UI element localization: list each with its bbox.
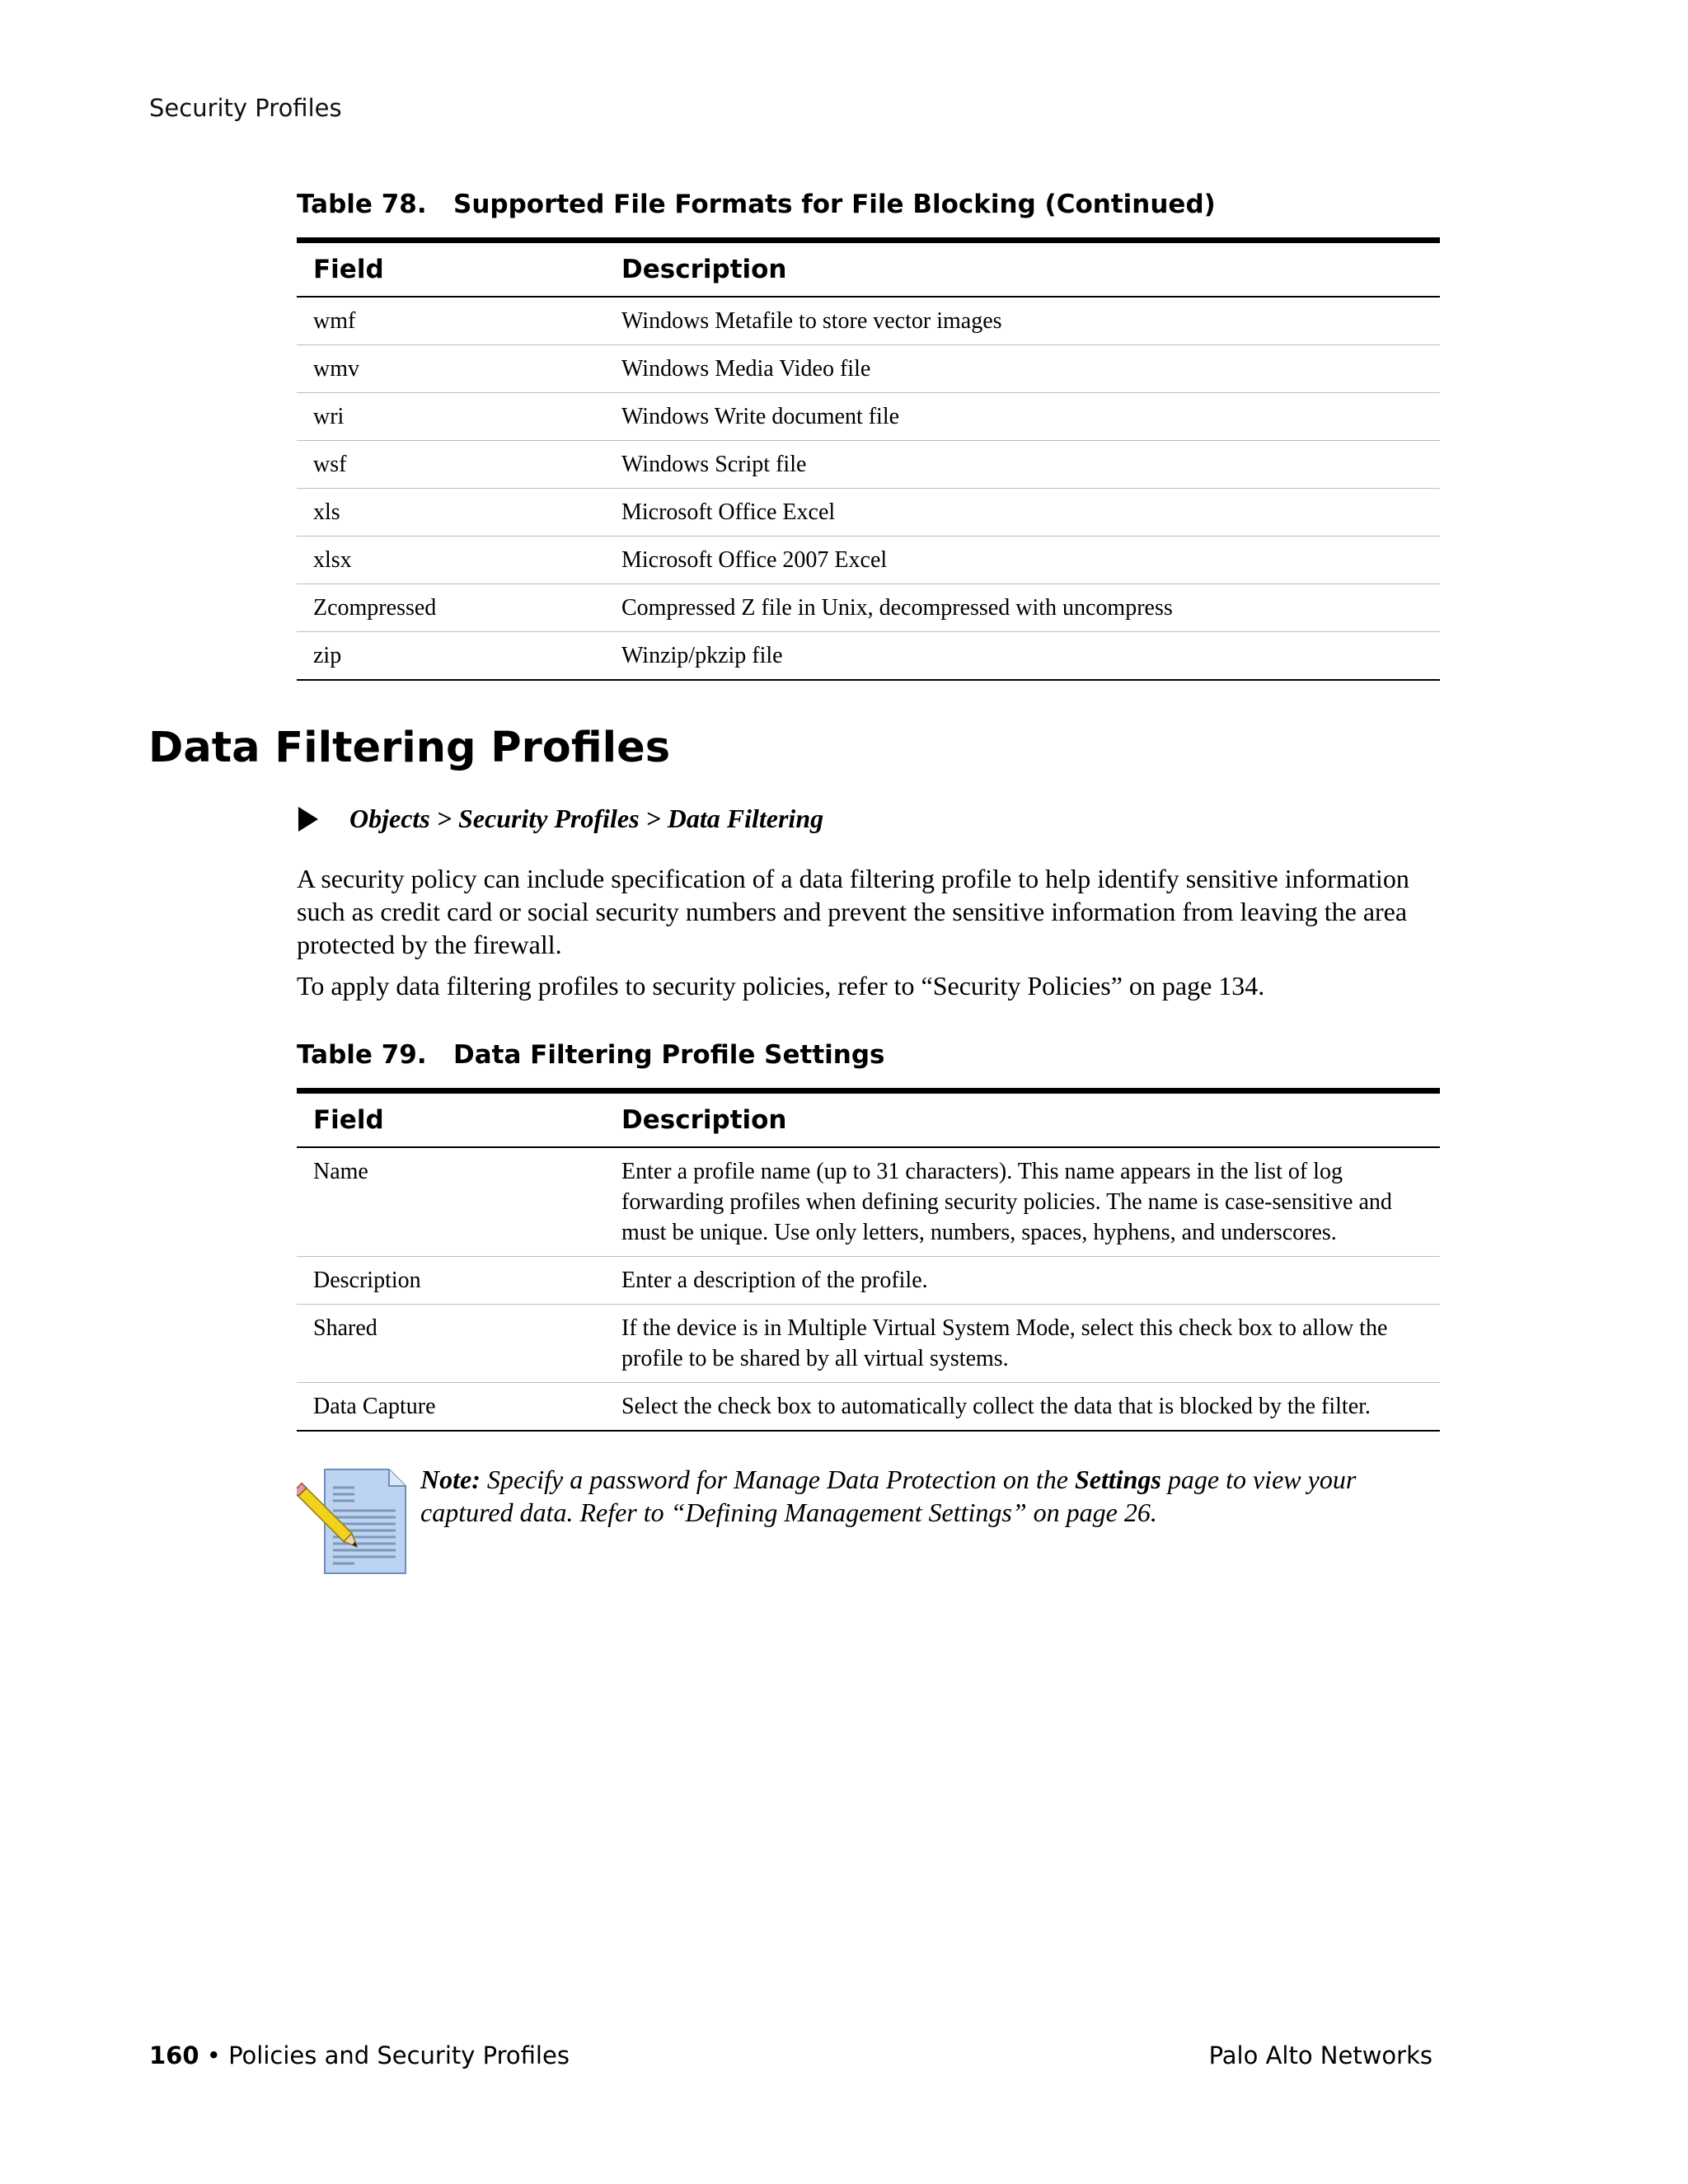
page-footer-left [149,2041,570,2069]
note-text-part: page to view your captured data. Refer to “Defining Management Settings” on page 26. [420,1465,1357,1527]
chapter-title: Policies and Security Profiles [228,2041,570,2069]
triangle-right-icon [298,807,318,832]
note-document-pencil-icon [297,1463,412,1578]
intro-paragraph: A security policy can include specification of a data filtering profile to help identify sensitive information such as credit card or social security numbers and prevent the sensitive information from leaving the area protected by the firewall. [297,864,1409,959]
description-cell: Select the check box to automatically collect the data that is blocked by the filter. [605,1383,1440,1432]
column-header-field: Field [297,1091,605,1148]
navigation-path-text: Objects > Security Profiles > Data Filtering [349,804,824,833]
description-cell: If the device is in Multiple Virtual System Mode, select this check box to allow the profile to be shared by all virtual systems. [605,1305,1440,1383]
file-formats-table [297,237,1440,681]
description-cell: Microsoft Office 2007 Excel [605,537,1440,584]
description-cell: Windows Write document file [605,393,1440,441]
table-row [297,1257,1440,1305]
table-header-row [297,241,1440,298]
table-row [297,297,1440,345]
table-row [297,345,1440,393]
column-header-description: Description [605,241,1440,298]
table-row [297,1147,1440,1257]
field-cell: Data Capture [297,1383,605,1432]
table-row [297,632,1440,681]
note-label: Note: [420,1465,481,1494]
section-title: Data Filtering Profiles [148,724,671,772]
field-cell: Description [297,1257,605,1305]
navigation-path [298,804,823,834]
description-cell: Enter a description of the profile. [605,1257,1440,1305]
table-header-row [297,1091,1440,1148]
description-cell: Microsoft Office Excel [605,489,1440,537]
field-cell: xlsx [297,537,605,584]
field-cell: wri [297,393,605,441]
description-cell: Winzip/pkzip file [605,632,1440,681]
description-cell: Windows Script file [605,441,1440,489]
column-header-field: Field [297,241,605,298]
field-cell: Name [297,1147,605,1257]
note-callout [297,1463,1451,1578]
table-row [297,584,1440,632]
table-row [297,537,1440,584]
field-cell: wmf [297,297,605,345]
description-cell: Compressed Z file in Unix, decompressed with uncompress [605,584,1440,632]
field-cell: wsf [297,441,605,489]
field-cell: zip [297,632,605,681]
table-row [297,489,1440,537]
description-cell: Windows Media Video file [605,345,1440,393]
company-name: Palo Alto Networks [1208,2041,1432,2069]
table-row [297,393,1440,441]
table-79 [297,1040,1440,1432]
description-cell: Windows Metafile to store vector images [605,297,1440,345]
field-cell: Zcompressed [297,584,605,632]
page-number: 160 [149,2041,199,2069]
description-cell: Enter a profile name (up to 31 characters). This name appears in the list of log forwarding profiles when defining security policies. The name is case-sensitive and must be unique. Use only letters, numbers, spaces, hyphens, and underscores. [605,1147,1440,1257]
table-79-caption: Table 79. Data Filtering Profile Settings [297,1040,885,1070]
field-cell: Shared [297,1305,605,1383]
footer-separator: • [199,2041,229,2069]
running-header: Security Profiles [149,94,342,122]
reference-paragraph: To apply data filtering profiles to security policies, refer to “Security Policies” on page 134. [297,971,1265,1001]
note-text-part: Specify a password for Manage Data Protection on the [480,1465,1075,1494]
table-78-caption: Table 78. Supported File Formats for File Blocking (Continued) [297,190,1216,219]
table-row [297,1305,1440,1383]
table-78 [297,190,1440,681]
column-header-description: Description [605,1091,1440,1148]
table-row [297,441,1440,489]
field-cell: wmv [297,345,605,393]
field-cell: xls [297,489,605,537]
data-filtering-settings-table [297,1088,1440,1432]
note-settings-word: Settings [1074,1465,1161,1494]
table-row [297,1383,1440,1432]
note-text [420,1463,1368,1578]
